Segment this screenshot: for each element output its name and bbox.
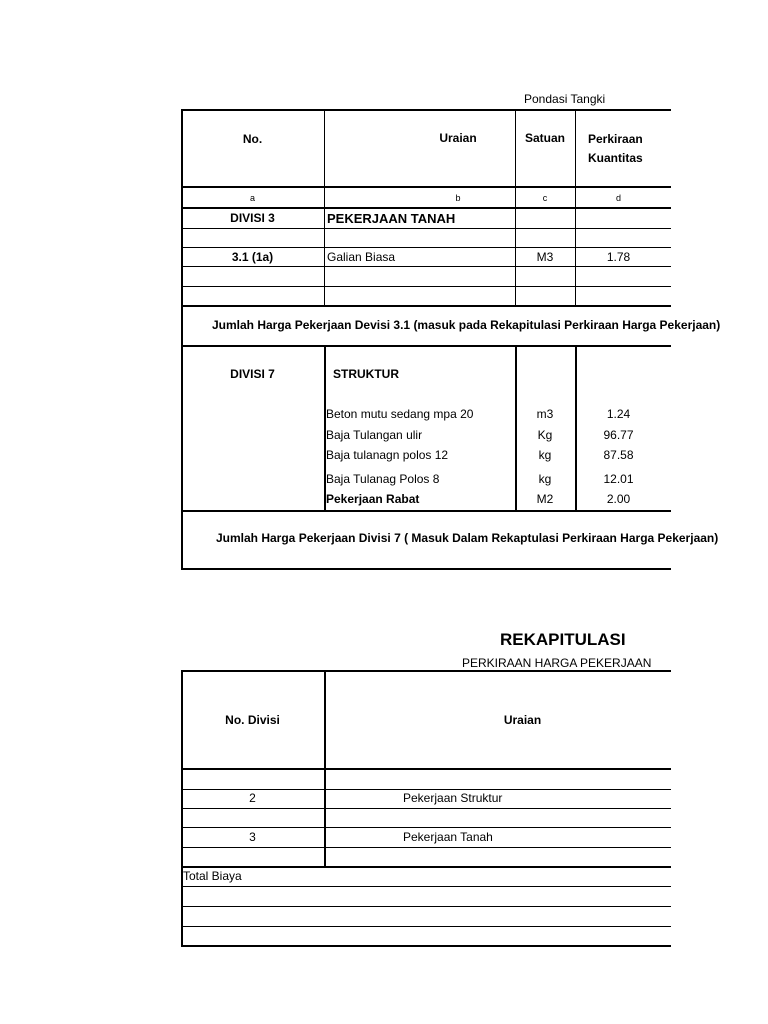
- list-item-qty: 12.01: [603, 472, 634, 486]
- divisi3-name: PEKERJAAN TANAH: [327, 211, 456, 226]
- rekap-header-no-divisi: No. Divisi: [225, 713, 280, 727]
- list-item-satuan: Kg: [537, 428, 553, 442]
- header-no: No.: [242, 132, 263, 146]
- rekap-title: REKAPITULASI: [500, 630, 626, 649]
- letters-bottom-border: [181, 207, 671, 209]
- list-item-uraian: Baja Tulanag Polos 8: [326, 472, 440, 486]
- rekap-row-no: 3: [249, 830, 256, 844]
- header-perkiraan: Perkiraan: [588, 132, 643, 146]
- row-border: [181, 886, 671, 887]
- list-item-qty: 1.24: [606, 407, 631, 421]
- row-border: [181, 345, 671, 347]
- col-letter-c: c: [542, 193, 548, 203]
- rekap-row-uraian: Pekerjaan Struktur: [403, 791, 503, 805]
- row-border: [181, 286, 671, 287]
- rekap-row-no: 2: [249, 791, 256, 805]
- list-item-qty: 87.58: [603, 448, 634, 462]
- rekap-subtitle: PERKIRAAN HARGA PEKERJAAN: [462, 656, 652, 670]
- row-border: [181, 808, 671, 809]
- item-uraian: Galian Biasa: [327, 250, 396, 264]
- row-border: [181, 847, 671, 848]
- list-item-satuan: kg: [538, 448, 552, 462]
- header-uraian: Uraian: [439, 131, 477, 145]
- col-letter-a: a: [249, 193, 255, 203]
- divisi7-label: DIVISI 7: [230, 367, 275, 381]
- header-bottom-border: [181, 186, 671, 188]
- list-item-satuan: kg: [538, 472, 552, 486]
- row-border: [181, 228, 671, 229]
- rekap-bottom-border: [181, 945, 671, 947]
- divisi7-name: STRUKTUR: [333, 367, 399, 381]
- rekap-header-bottom-border: [181, 768, 671, 770]
- total-biaya-label: Total Biaya: [183, 869, 242, 883]
- list-item-uraian: Pekerjaan Rabat: [326, 492, 420, 506]
- row-border: [181, 510, 671, 512]
- row-border: [181, 906, 671, 907]
- rekap-top-border: [181, 670, 671, 672]
- left-border: [181, 109, 183, 570]
- col-letter-b: b: [455, 193, 461, 203]
- list-item-qty: 96.77: [603, 428, 634, 442]
- list-item-qty: 2.00: [606, 492, 631, 506]
- row-border: [181, 789, 671, 790]
- col-letter-d: d: [615, 193, 621, 203]
- divisi3-label: DIVISI 3: [230, 211, 275, 225]
- list-item-uraian: Baja tulanagn polos 12: [326, 448, 449, 462]
- row-border: [181, 305, 671, 307]
- row-border: [181, 247, 671, 248]
- top-border: [181, 109, 671, 111]
- list-item-uraian: Beton mutu sedang mpa 20: [326, 407, 474, 421]
- item-no: 3.1 (1a): [231, 250, 274, 264]
- list-item-satuan: m3: [536, 407, 554, 421]
- row-border: [181, 827, 671, 828]
- divisi7-total-text: Jumlah Harga Pekerjaan Divisi 7 ( Masuk Dalam Rekaptulasi Perkiraan Harga Pekerjaan): [216, 531, 719, 545]
- list-item-uraian: Baja Tulangan ulir: [326, 428, 423, 442]
- header-kuantitas: Kuantitas: [588, 151, 643, 165]
- item-qty: 1.78: [606, 250, 631, 264]
- rekap-col-divider: [324, 670, 326, 867]
- rekap-row-uraian: Pekerjaan Tanah: [403, 830, 493, 844]
- row-border: [181, 266, 671, 267]
- bottom-border: [181, 568, 671, 570]
- list-item-satuan: M2: [536, 492, 554, 506]
- table-title: Pondasi Tangki: [524, 92, 606, 106]
- row-border: [181, 866, 671, 868]
- rekap-header-uraian: Uraian: [503, 713, 542, 727]
- divisi3-total-text: Jumlah Harga Pekerjaan Devisi 3.1 (masuk pada Rekapitulasi Perkiraan Harga Pekerjaan): [212, 318, 721, 332]
- row-border: [181, 926, 671, 927]
- item-satuan: M3: [536, 250, 554, 264]
- rekap-left-border: [181, 670, 183, 947]
- header-satuan: Satuan: [524, 131, 565, 145]
